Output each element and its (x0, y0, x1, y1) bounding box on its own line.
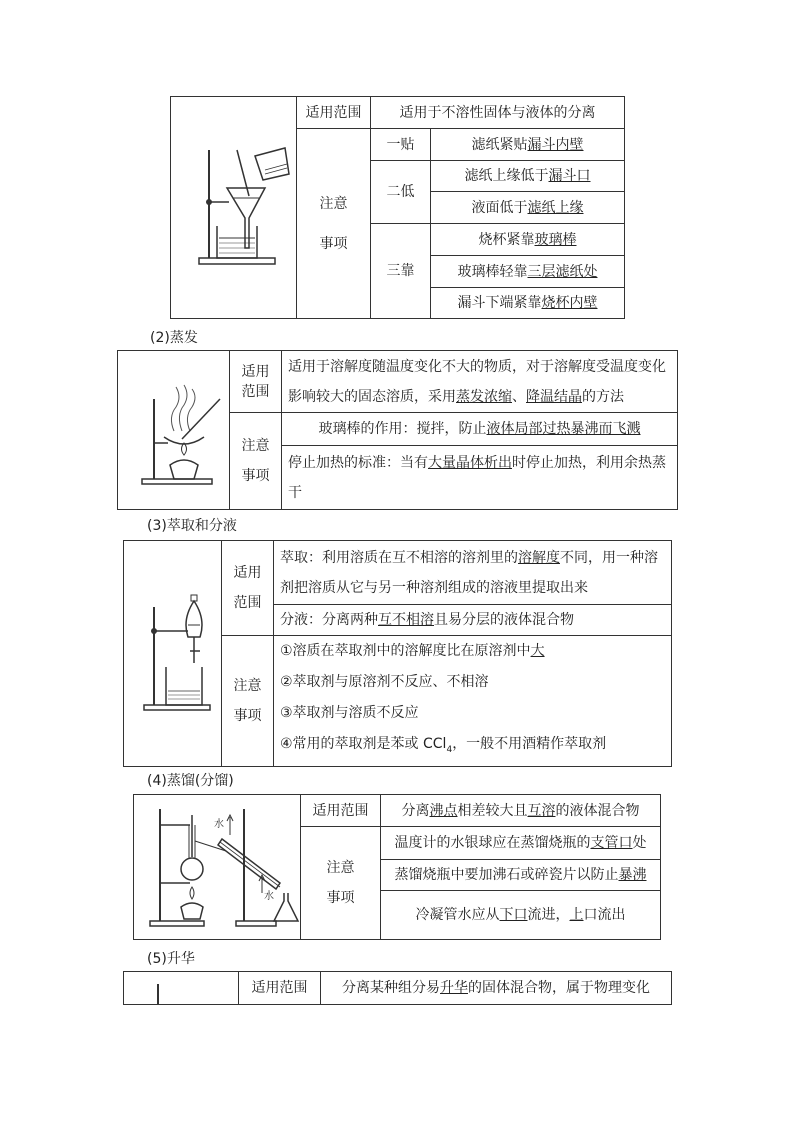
evaporation-note-1: 玻璃棒的作用：搅拌，防止液体局部过热暴沸而飞溅 (282, 413, 678, 446)
extraction-scope-label: 适用 范围 (222, 541, 274, 636)
water-out-label: 水 (214, 819, 224, 830)
sublimation-apparatus-icon (130, 972, 245, 1004)
evaporation-apparatus-icon (124, 351, 236, 509)
filtration-notes-label: 注意 事项 (297, 129, 371, 319)
extraction-scope-extract: 萃取：利用溶质在互不相溶的溶剂里的溶解度不同，用一种溶剂把溶质从它与另一种溶剂组成的溶液里提取出来 (274, 541, 672, 605)
san-kao-label: 三靠 (371, 224, 431, 319)
extraction-notes-label: 注意 事项 (222, 636, 274, 767)
yi-tie-text: 滤纸紧贴漏斗内壁 (431, 129, 625, 161)
distillation-table (133, 794, 661, 940)
evaporation-apparatus-image (118, 351, 230, 510)
evaporation-table (117, 350, 678, 510)
distillation-scope-label: 适用范围 (301, 795, 381, 827)
sublimation-heading: (5)升华 (147, 951, 195, 967)
evaporation-heading: (2)蒸发 (150, 330, 198, 346)
extraction-note-3: ③萃取剂与溶质不反应 (280, 705, 419, 721)
yi-tie-label: 一贴 (371, 129, 431, 161)
evaporation-scope-label: 适用 范围 (230, 351, 282, 413)
extraction-note-1: ①溶质在萃取剂中的溶解度比在原溶剂中大 (280, 643, 545, 659)
filtration-scope-label: 适用范围 (297, 97, 371, 129)
filtration-apparatus-icon (177, 98, 303, 318)
extraction-heading: (3)萃取和分液 (147, 518, 237, 534)
extraction-note-2: ②萃取剂与原溶剂不反应、不相溶 (280, 674, 489, 690)
extraction-notes (274, 636, 672, 767)
evaporation-note-2: 停止加热的标准：当有大量晶体析出时停止加热，利用余热蒸干 (282, 446, 678, 510)
distillation-notes-label: 注意 事项 (301, 827, 381, 940)
er-di-label: 二低 (371, 161, 431, 224)
distillation-apparatus-image (134, 795, 301, 940)
er-di-text-1: 滤纸上缘低于漏斗口 (431, 161, 625, 192)
sublimation-scope-label: 适用范围 (239, 972, 321, 1005)
extraction-apparatus-icon (130, 543, 228, 763)
distillation-note-3: 冷凝管水应从下口流进，上口流出 (381, 891, 661, 940)
san-kao-text-3: 漏斗下端紧靠烧杯内壁 (431, 288, 625, 319)
distillation-apparatus-icon (140, 795, 307, 939)
distillation-note-1: 温度计的水银球应在蒸馏烧瓶的支管口处 (381, 827, 661, 860)
extraction-note-4: ④常用的萃取剂是苯或 CCl$_4$，一般不用酒精作萃取剂 (280, 736, 607, 755)
san-kao-text-1: 烧杯紧靠玻璃棒 (431, 224, 625, 256)
filtration-apparatus-image (171, 97, 297, 319)
evaporation-scope-text: 适用于溶解度随温度变化不大的物质，对于溶解度受温度变化影响较大的固态溶质，采用蒸发浓缩、降温结晶的方法 (282, 351, 678, 413)
extraction-apparatus-image (124, 541, 222, 767)
distillation-scope-text: 分离沸点相差较大且互溶的液体混合物 (381, 795, 661, 827)
sublimation-scope-text: 分离某种组分易升华的固体混合物，属于物理变化 (321, 972, 672, 1005)
sublimation-apparatus-image (124, 972, 239, 1005)
filtration-scope-text: 适用于不溶性固体与液体的分离 (371, 97, 625, 129)
distillation-note-2: 蒸馏烧瓶中要加沸石或碎瓷片以防止暴沸 (381, 860, 661, 891)
er-di-text-2: 液面低于滤纸上缘 (431, 192, 625, 224)
filtration-table (170, 96, 625, 319)
extraction-scope-separate: 分液：分离两种互不相溶且易分层的液体混合物 (274, 605, 672, 636)
sublimation-table (123, 971, 672, 1005)
distillation-heading: (4)蒸馏(分馏) (147, 773, 234, 789)
san-kao-text-2: 玻璃棒轻靠三层滤纸处 (431, 256, 625, 288)
water-in-label: 水 (264, 891, 274, 902)
evaporation-notes-label: 注意 事项 (230, 413, 282, 510)
extraction-table (123, 540, 672, 767)
